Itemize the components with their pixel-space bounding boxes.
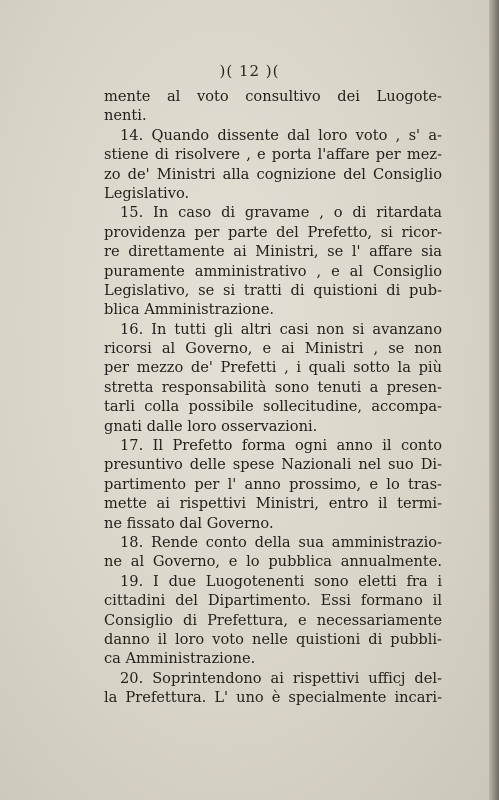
text-line: ricorsi al Governo, e ai Ministri , se non [104, 340, 442, 358]
text-line: gnati dalle loro osservazioni. [104, 417, 318, 435]
text-line: ca Amministrazione. [104, 650, 256, 668]
text-line: 20. Soprintendono ai rispettivi ufficj del- [120, 669, 442, 687]
text-line: 14. Quando dissente dal loro voto , s' a- [120, 126, 442, 144]
text-line: Consiglio di Prefettura, e necessariamente [104, 611, 442, 629]
text-line: stiene di risolvere , e porta l'affare per mez- [104, 146, 442, 164]
text-line: 19. I due Luogotenenti sono eletti fra i [120, 572, 442, 590]
page-number: )( 12 )( [219, 62, 280, 80]
text-line: stretta responsabilità sono tenuti a presen- [104, 378, 442, 396]
text-line: re direttamente ai Ministri, se l' affare sia [104, 243, 442, 261]
text-line: 16. In tutti gli altri casi non si avanzano [120, 320, 442, 338]
body-text [104, 87, 442, 708]
text-line: Legislativo, se si tratti di quistioni di pub- [104, 281, 442, 299]
text-line: zo de' Ministri alla cognizione del Consiglio [104, 165, 442, 183]
text-line: presuntivo delle spese Nazionali nel suo Di- [104, 456, 442, 474]
text-line: mette ai rispettivi Ministri, entro il termi- [104, 495, 442, 513]
text-line: per mezzo de' Prefetti , i quali sotto la più [104, 359, 442, 377]
text-line: ne fissato dal Governo. [104, 514, 274, 532]
text-line: 18. Rende conto della sua amministrazio- [120, 533, 442, 551]
text-line: Legislativo. [104, 184, 190, 202]
text-line: cittadini del Dipartimento. Essi formano il [104, 592, 442, 610]
text-line: 15. In caso di gravame , o di ritardata [120, 204, 442, 222]
text-line: puramente amministrativo , e al Consiglio [104, 262, 442, 280]
page-spine-shadow [489, 0, 499, 800]
text-line: ne al Governo, e lo pubblica annualmente. [104, 553, 442, 571]
text-line: blica Amministrazione. [104, 301, 274, 319]
text-line: mente al voto consultivo dei Luogote- [104, 88, 442, 105]
text-line: 17. Il Prefetto forma ogni anno il conto [120, 437, 442, 455]
text-line: danno il loro voto nelle quistioni di pubbli- [104, 630, 442, 648]
text-line: nenti. [104, 107, 147, 125]
text-line: partimento per l' anno prossimo, e lo tras- [104, 475, 442, 493]
text-line: tarli colla possibile sollecitudine, accompa- [104, 398, 442, 416]
text-line: la Prefettura. L' uno è specialmente incari- [104, 689, 442, 707]
text-line: providenza per parte del Prefetto, si ricor- [104, 223, 442, 241]
